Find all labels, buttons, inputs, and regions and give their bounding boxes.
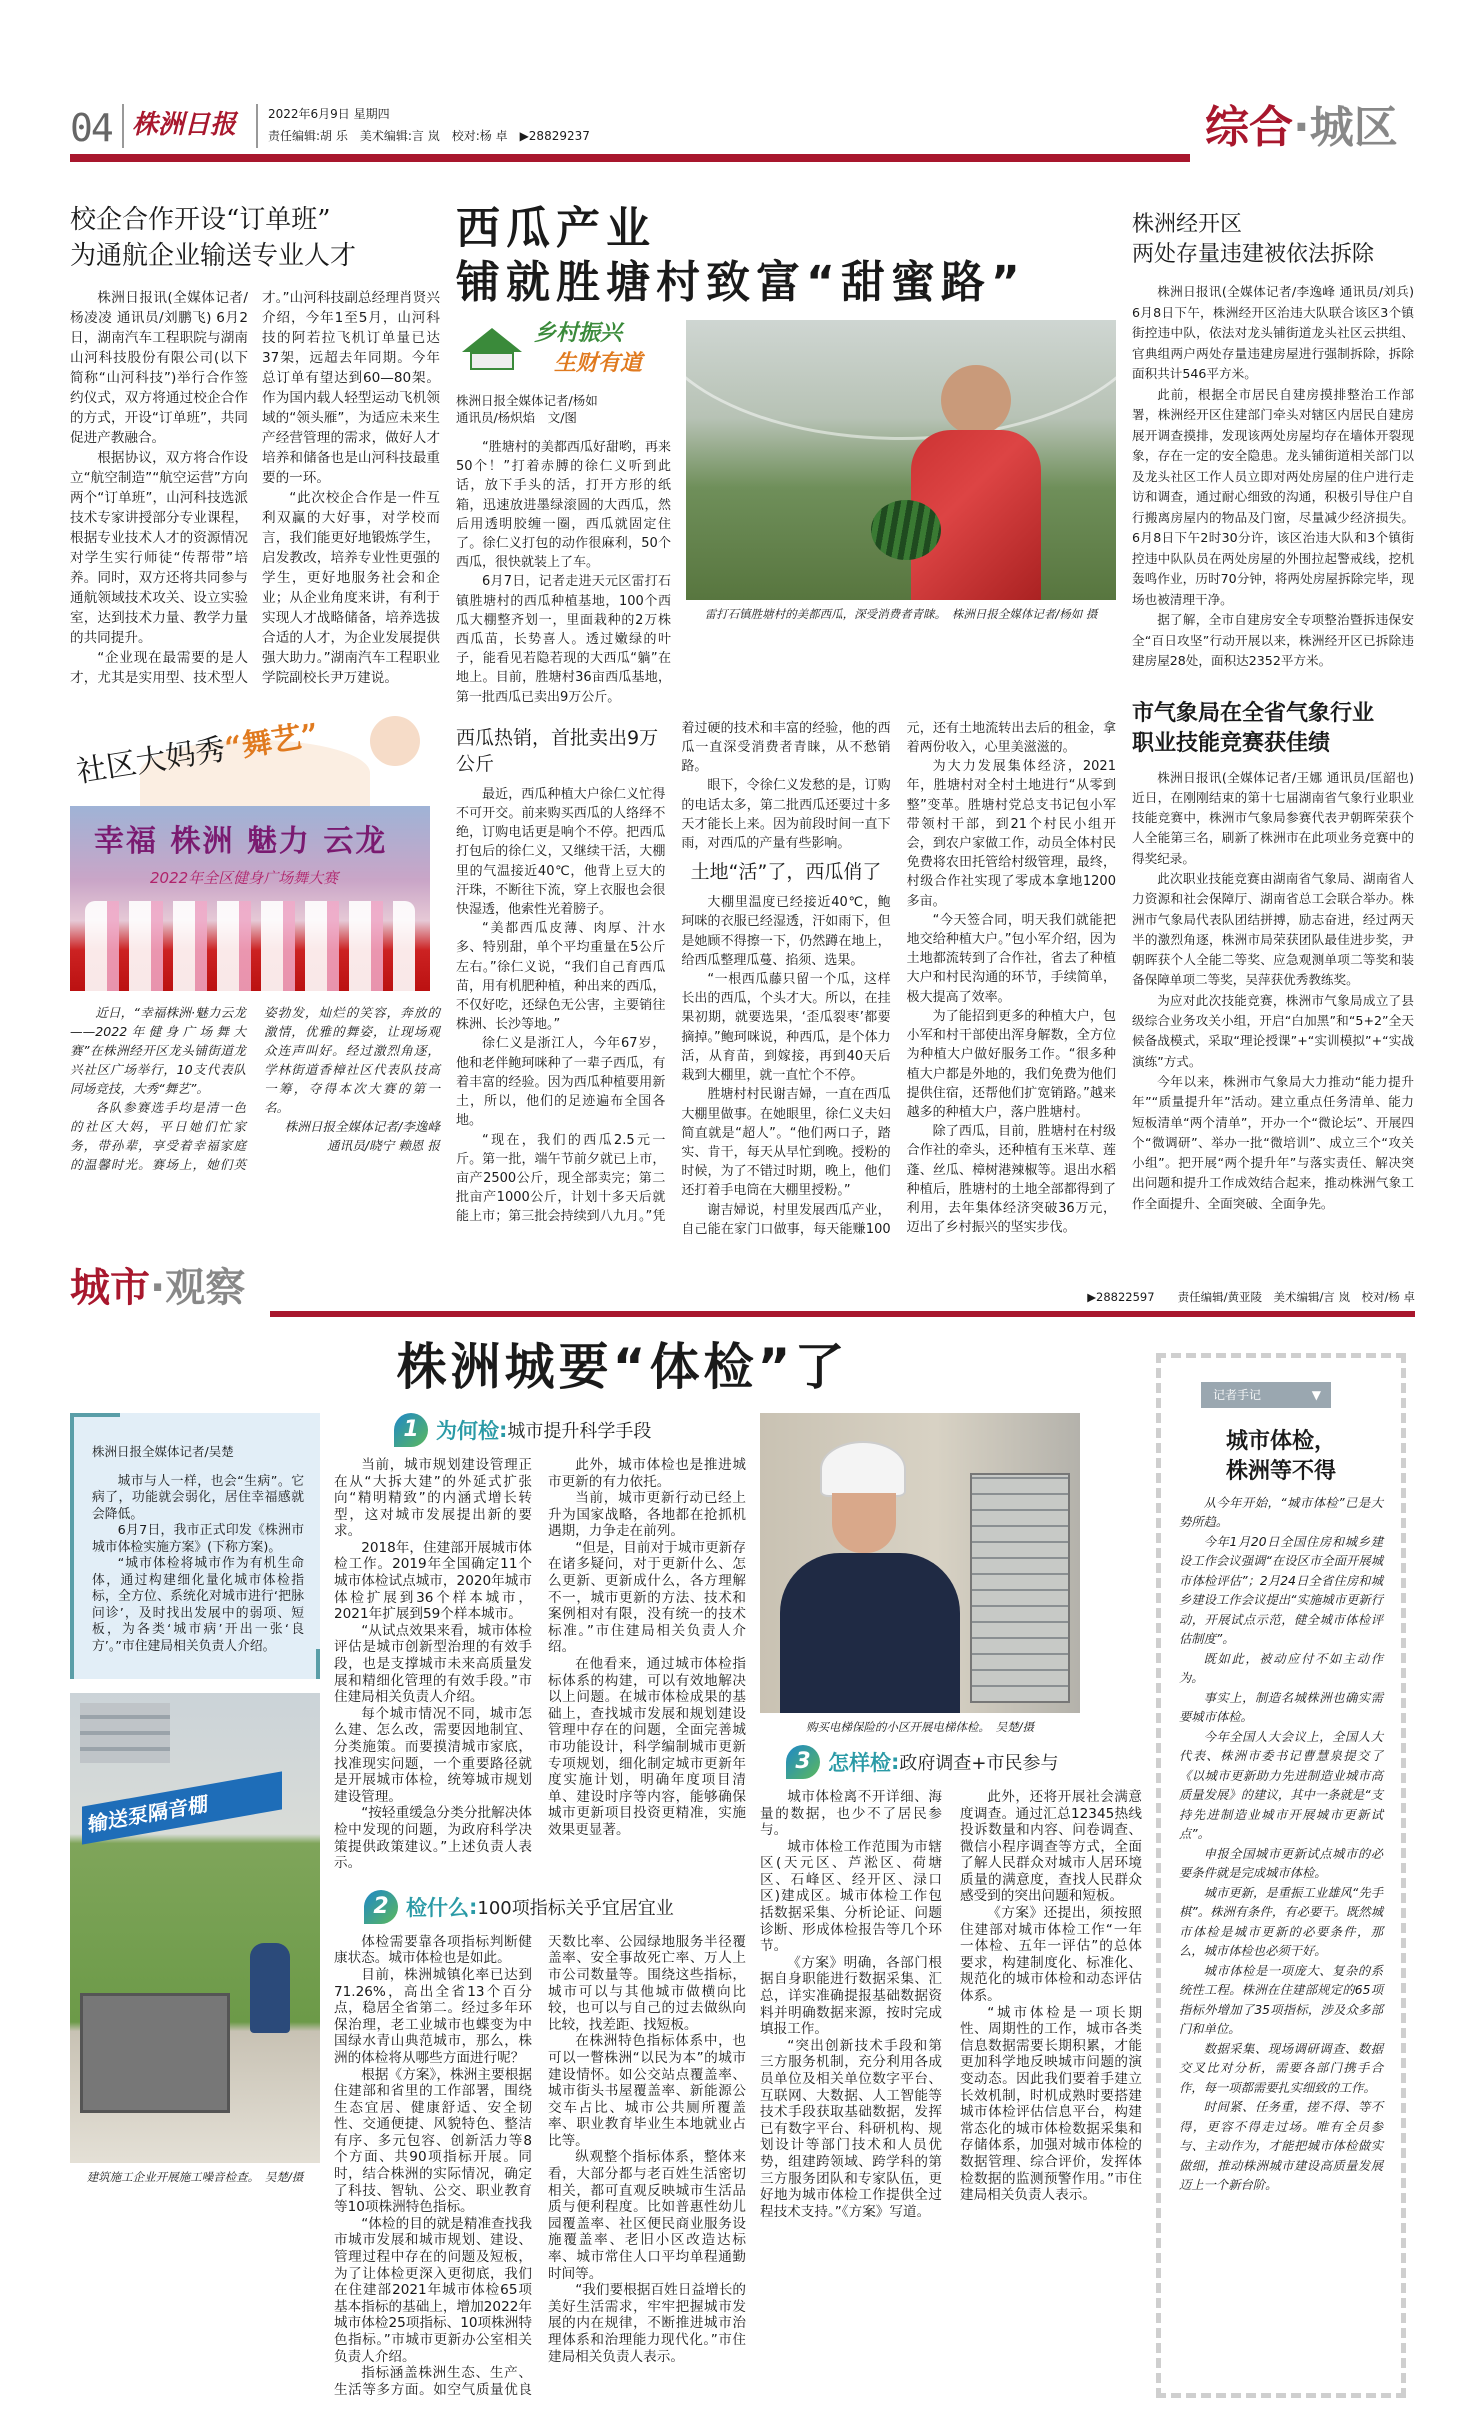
article-school-enterprise: [70, 202, 440, 688]
building: [80, 1703, 170, 1763]
paragraph: 此外，还将开展社会满意度调查。通过汇总12345热线投诉数量和内容、问卷调查、微信小程序调查等方式，全面了解人民群众对城市人居环境质量的满意度，查找人民群众感受到的突出问题和短板。: [960, 1788, 1142, 1905]
section-title-a: 综合: [1205, 102, 1293, 153]
paragraph: 除了西瓜，目前，胜塘村在村级合作社的牵头，还种植有玉米草、莲蓬、丝瓜、樟树港辣椒等。退出水稻种植后，胜塘村的土地全部都得到了利用，去年集体经济突破36万元，迈出了乡村振兴的坚实步伐。: [906, 1124, 1116, 1236]
main-headline: 株洲城要“体检”了: [396, 1337, 849, 1396]
paragraph: 城市体检是一项庞大、复杂的系统性工程。株洲在住建部规定的65项指标外增加了35项指标，涉及众多部门和单位。: [1179, 1963, 1383, 2037]
article-body: [456, 719, 1116, 1239]
paragraph: 眼下，令徐仁义发愁的是，订购的电话太多，第二批西瓜还要过十多天才能长上来。因为前段时间一直下雨，对西瓜的产量有些影响。: [681, 778, 891, 852]
sign-text: 输送泵隔音棚: [82, 1772, 282, 1845]
paragraph: 数据采集、现场调研调查、数据交叉比对分析，需要各部门携手合作，每一项都需要扎实细致的工作。: [1179, 2041, 1383, 2095]
title-accent: “舞艺”: [222, 717, 322, 767]
section-2-heading: [334, 1890, 746, 1924]
heading-colon: :: [469, 1894, 478, 1919]
logo-line: 生财有道: [554, 351, 643, 376]
paragraph: 此外，城市体检也是推进城市更新的有力依托。: [548, 1456, 746, 1490]
paragraph: “企业现在最需要的是人才，尤其是实用型、技术型人才。”山河科技副总经理肖贤兴介绍，今年1至5月，山河科技的阿若拉飞机订单量已达37架，远超去年同期。今年总订单有望达到60—80架。作为国内载人轻型运动飞机领域的“领头雁”，为适应未来生产经营管理的需求，做好人才培养和储备也是山河科技最重要的一环。: [70, 290, 440, 686]
section-title-b: 城区: [1309, 102, 1398, 153]
title-line: 校企合作开设“订单班”: [70, 205, 331, 235]
article-title: [1132, 698, 1414, 758]
intro-box: [70, 1413, 320, 1680]
byline-reporter: 株洲日报全媒体记者/杨如: [456, 393, 598, 408]
article-community-dance: [70, 710, 440, 1174]
paragraph: “体检的目的就是精准查找我市城市发展和城市规划、建设、管理过程中存在的问题及短板，为了让体检更深入更彻底，我们在住建部2021年城市体检65项基本指标的基础上，增加2022年城市体检25项指标、10项株洲特色指标。”市城市更新办公室相关负责人介绍。: [334, 2215, 532, 2365]
paragraph: 株洲日报讯(全媒体记者/王娜 通讯员/匡韶也) 近日，在刚刚结束的第十七届湖南省气象行业职业技能竞赛中，株洲市气象局参赛代表尹朝晖荣获个人全能第三名，刷新了株洲市在此项业务竞赛中的得奖纪录。: [1132, 769, 1414, 866]
paragraph: 谢吉婦说，村里发展西瓜产业，自己能在家门口做事，每天能赚100元，还有土地流转出去后的租金，拿着两份收入，心里美滋滋的。: [681, 720, 1116, 1237]
paragraph: 为应对此次技能竞赛，株洲市气象局成立了县级综合业务攻关小组，开启“白加黑”和“5+2”全天候备战模式，采取“理论授课”+“实训模拟”+“实战演练”方式。: [1132, 992, 1414, 1069]
paragraph: 今年1月20日全国住房和城乡建设工作会议强调“在设区市全面开展城市体检评估”；2月24日全省住房和城乡建设工作会议提出“实施城市更新行动，开展试点示范，健全城市体检评估制度”。: [1179, 1534, 1383, 1647]
article-body: [1132, 282, 1414, 672]
city-section-header: [70, 1259, 1415, 1325]
number-badge: 1: [394, 1413, 428, 1447]
article-demolition: [1132, 210, 1414, 672]
byline: 株洲日报全媒体记者/李逸峰: [284, 1119, 440, 1134]
house-icon: [470, 352, 514, 370]
note-label: [1201, 1382, 1331, 1408]
photo-caption: 购买电梯保险的小区开展电梯体检。 吴楚/摄: [805, 1719, 1035, 1734]
heading-colon: :: [499, 1417, 508, 1442]
hard-hat: [820, 1441, 906, 1497]
paragraph: 《方案》还提出，须按照住建部对城市体检工作“一年一体检、五年一评估”的总体要求，构建制度化、标准化、规范化的城市体检和动态评估体系。: [960, 1905, 1142, 2005]
paragraph: 根据《方案》，株洲主要根据住建部和省里的工作部署，围绕生态宜居、健康舒适、安全韧性、交通便捷、风貌特色、整洁有序、多元包容、创新活力等8个方面、共90项指标开展。同时，结合株洲的实际情况，确定了科技、智轨、公交、职业教育等10项株洲特色指标。: [334, 2066, 532, 2216]
paragraph: “我们要根据百姓日益增长的美好生活需求，牢牢把握城市发展的内在规律，不断推进城市治理体系和治理能力现代化。”市住建局相关负责人表示。: [548, 2282, 746, 2365]
title-line: 两处存量违建被依法拆除: [1132, 242, 1375, 267]
paragraph: “美都西瓜皮薄、肉厚、汁水多、特别甜，单个平均重量在5公斤左右。”徐仁义说，“我们自己育西瓜苗，用有机肥种植，种出来的西瓜，不仅好吃，还绿色无公害，主要销往株洲、长沙等地。”: [456, 921, 666, 1033]
paragraph: 时间紧、任务重，搓不得、等不得，更容不得走过场。唯有全员参与、主动作为，才能把城市体检做实做细，推动株洲城市建设高质量发展迈上一个新台阶。: [1179, 2100, 1383, 2193]
section-title: [70, 1263, 245, 1313]
section-heading: 为何检: [436, 1418, 499, 1443]
paragraph: “突出创新技术手段和第三方服务机制，充分利用各成员单位及相关单位数字平台、互联网、大数据、人工智能等技术手段获取基础数据，发挥已有数字平台、科研机构、规划设计等部门技术和人员优势，组建跨领域、跨学科的第三方服务团队和专家队伍，更好地为城市体检工作提供全过程技术支持。”《方案》写道。: [760, 2037, 942, 2220]
section-3-column: [760, 1413, 1142, 2398]
lead-column: [456, 320, 671, 707]
paragraph: 从今年开始，“城市体检”已是大势所趋。: [1179, 1495, 1383, 1530]
paragraph: 事实上，制造名城株洲也确实需要城市体检。: [1179, 1690, 1383, 1725]
corner-mark: [70, 1413, 120, 1417]
title-line: 城市体检，: [1225, 1427, 1336, 1454]
subheading: 西瓜热销，首批卖出9万公斤: [456, 726, 659, 775]
paragraph: 既如此，被动应付不如主动作为。: [1179, 1651, 1383, 1686]
section-title-b: 观察: [165, 1264, 246, 1311]
paragraph: “从试点效果来看，城市体检评估是城市创新型治理的有效手段，也是支撑城市未来高质量发展和精细化管理的有效手段。”市住建局相关负责人介绍。: [334, 1622, 532, 1706]
article-weather-bureau: [1132, 698, 1414, 1215]
dance-photo: [70, 806, 430, 991]
section-dot: ·: [1293, 102, 1310, 153]
paragraph: “城市体检是一项长期性、周期性的工作，城市各类信息数据需要长期积累，才能更加科学地反映城市问题的演变动态。因此我们要着手建立长效机制，时机成熟时要搭建城市体检评估信息平台，构建常态化的城市体检数据采集和存储体系，加强对城市体检的数据管理、综合评价，发挥体检数据的监测预警作用。”市住建局相关负责人表示。: [960, 2004, 1142, 2204]
corner-mark: [316, 1649, 320, 1679]
paragraph: 胜塘村村民谢吉婦，一直在西瓜大棚里做事。在她眼里，徐仁义夫妇简直就是“超人”。“他们两口子，踏实、肯干，每天从早忙到晚。授粉的时候，为了不错过时期，晚上，他们还打着手电筒在大棚里授粉。”: [681, 1087, 891, 1199]
paragraph: 城市与人一样，也会“生病”。它病了，功能就会弱化，居住幸福感就会降低。: [92, 1473, 304, 1522]
paragraph: “一根西瓜藤只留一个瓜，这样长出的西瓜，个头才大。所以，在挂果初期，就要选果，‘歪瓜裂枣’都要摘掉。”鲍珂咪说，种西瓜，是个体力活，从育苗，到嫁接，再到40天后栽到大棚里，就一直忙个不停。: [681, 972, 891, 1084]
paragraph: 城市更新，是重振工业雄风“先手棋”。株洲有条件，有必要干。既然城市体检是城市更新的必要条件，那么，城市体检也必须干好。: [1179, 1885, 1383, 1959]
paragraph: 为了能招到更多的种植大户，包小军和村干部使出浑身解数，全方位为种植大户做好服务工作。“很多种植大户都是外地的，我们免费为他们提供住宿，还帮他们扩宽销路。”越来越多的种植大户，落户胜塘村。: [906, 1008, 1116, 1120]
logo-line: 乡村振兴: [534, 321, 623, 346]
left-column: [70, 202, 440, 1239]
farmer-figure: [941, 365, 1011, 435]
article-title: [456, 202, 1116, 310]
house-icon: [462, 328, 522, 352]
city-checkup-section: [70, 1387, 1415, 2398]
photo-column: [686, 320, 1116, 707]
paragraph: 近日，“幸福株洲·魅力云龙——2022年健身广场舞大赛”在株洲经开区龙头铺街道龙兴社区广场举行，10支代表队同场竞技，大秀“舞艺”。: [70, 1005, 246, 1096]
section-1-heading: [334, 1413, 746, 1447]
elevator-check-photo: [760, 1413, 1080, 1713]
paragraph: 申报全国城市更新试点城市的必要条件就是完成城市体检。: [1179, 1846, 1383, 1881]
heading-colon: :: [891, 1749, 900, 1774]
paragraph: 大棚里温度已经接近40℃，鲍珂咪的衣服已经湿透，汗如雨下，但是她顾不得擦一下，仍然蹲在地上，给西瓜整理瓜蔓、掐须、选果。: [681, 895, 891, 968]
divider: [122, 104, 124, 148]
triangle-down-icon: ▼: [1311, 1387, 1321, 1402]
reporter-note-box: [1156, 1353, 1406, 2398]
paragraph: “此次校企合作是一件互利双赢的大好事，对学校而言，我们能更好地锻炼学生，启发教改，培养专业性更强的学生，更好地服务社会和企业；从企业角度来讲，有利于实现人才战略储备，培养选拔合适的人才，为企业发展提供强大助力。”湖南汽车工程职业学院副校长尹万建说。: [262, 490, 440, 686]
newspaper-page: [0, 100, 1475, 2428]
left-column: [70, 1413, 320, 2398]
header-rule: [270, 1311, 1415, 1317]
title-area: [70, 710, 440, 806]
article-title: [1132, 210, 1414, 270]
paragraph: 据了解，全市自建房安全专项整治暨拆违保安全“百日攻坚”行动开展以来，株洲经开区已拆除违建房屋28处，面积达2352平方米。: [1132, 612, 1414, 668]
title-line: 西瓜产业: [456, 203, 656, 254]
article-body: [1132, 768, 1414, 1215]
banner-title: 幸福 株洲 魅力 云龙: [94, 824, 388, 859]
paragraph: 每个城市情况不同，城市怎么建、怎么改，需要因地制宜、分类施策。而要摸清城市家底，找准现实问题，一个重要路径就是开展城市体检，统筹城市规划建设管理。: [334, 1705, 532, 1805]
paragraph: 当前，城市更新行动已经上升为国家战略，各地都在抢抓机遇期，力争走在前列。: [548, 1490, 746, 1540]
article-body: [70, 288, 440, 688]
dancers: [85, 901, 415, 991]
paragraph: 今年全国人大会议上，全国人大代表、株洲市委书记曹慧泉提交了《以城市更新助力先进制造业城市高质量发展》的建议，其中一条就是“支持先进制造业城市开展城市更新试点”。: [1179, 1729, 1383, 1842]
section-title-a: 城市: [70, 1264, 150, 1311]
paper-logo: 株洲日报: [132, 110, 237, 140]
section-dot: ·: [150, 1264, 166, 1311]
title-line: 株洲等不得: [1225, 1457, 1336, 1484]
masthead: [70, 100, 1415, 192]
paragraph: “但是，目前对于城市更新存在诸多疑问，对于更新什么、怎么更新、更新成什么，各方理解不一，城市更新的方法、技术和案例相对有限，没有统一的技术标准。”市住建局相关负责人介绍。: [548, 1539, 746, 1656]
editor-credits: 责任编辑:胡 乐 美术编辑:言 岚 校对:杨 卓 ▶28829237: [268, 129, 590, 143]
paragraph: 纵观整个指标体系，整体来看，大部分都与老百姓生活密切相关，都可直观反映城市生活品质与便利程度。比如普惠性幼儿园覆盖率、社区便民商业服务设施覆盖率、老旧小区改造达标率、城市常住人口平均单程通勤时间等。: [548, 2149, 746, 2282]
paragraph: 今年以来，株洲市气象局大力推动“能力提升年”“质量提升年”活动。建立重点任务清单、能力短板清单“两个清单”，开办一个“微论坛”、开展四个“微调研”、举办一批“微培训”、成立三个“攻关小组”。把开展“两个提升年”与落实责任、解决突出问题和提升工作成效结合起来，推动株洲气象工作全面提升、全面突破、全面争先。: [1132, 1073, 1414, 1211]
paragraph: 为大力发展集体经济，2021年，胜塘村对全村土地进行“从零到整”变革。胜塘村党总支书记包小军带领村干部，到21个村民小组开会，到农户家做工作，动员全体村民免费将农田托管给村级管理，最终，村级合作社实现了零成本拿地1200多亩。: [906, 759, 1116, 909]
paragraph: 指标涵盖株洲生态、生产、生活等多方面。如空气质量优良天数比率、公园绿地服务半径覆盖率、安全事故死亡率、万人上市公司数量等。围绕这些指标，城市可以与其他城市做横向比较，也可以与自己的过去做纵向比较，找差距、找短板。: [334, 1933, 746, 2398]
control-cabinet: [970, 1473, 1070, 1703]
section-subtitle: 政府调查+市民参与: [899, 1752, 1059, 1774]
noise-check-photo: [70, 1693, 320, 2163]
paragraph: “按轻重缓急分类分批解决体检中发现的问题，为政府科学决策提供政策建议。”上述负责人表示。: [334, 1805, 532, 1872]
watermelon-photo: [686, 320, 1116, 600]
paragraph: 此前，根据全市居民自建房摸排整治工作部署，株洲经开区住建部门牵头对辖区内居民自建房展开调查摸排，发现该两处房屋均存在墙体开裂现象，存在一定的安全隐患。龙头铺街道相关部门以及龙头社区工作人员立即对两处房屋的住户进行走访和调查，通过耐心细致的沟通，积极引导住户自行搬离房屋内的物品及门窗，尽量减少经济损失。6月8日下午2时30分许，该区治违大队和3个镇街控违中队队员在两处房屋的外围拉起警戒线，挖机轰鸣作业，历时70分钟，将两处房屋拆除完毕，现场也被清理干净。: [1132, 386, 1414, 607]
title-line: 为通航企业输送专业人才: [70, 241, 357, 271]
paragraph: 目前，株洲城镇化率已达到71.26%，高出全省13个百分点，稳居全省第二。经过多年环保治理，老工业城市也蝶变为中国绿水青山典范城市，那么，株洲的体检将从哪些方面进行呢？: [334, 1966, 532, 2066]
paragraph: 各队参赛选手均是清一色的社区大妈，平日她们忙家务，带孙辈，享受着幸福家庭的温馨时光。赛场上，她们英姿勃发，灿烂的笑容，奔放的激情，优雅的舞姿，让现场观众连声叫好。经过激烈角逐，学林街道香樟社区代表队技高一筹，夺得本次大赛的第一名。: [70, 1005, 440, 1172]
paragraph: 根据协议，双方将合作设立“航空制造”“航空运营”方向两个“订单班”，山河科技选派技术专家讲授部分专业课程，根据专业技术人才的资源情况对学生实行师徒“传帮带”培养。同时，双方还将共同参与通航领域技术攻关、设立实验室，达到技术力量、教学力量的共同提升。: [70, 450, 248, 646]
page-number: 04: [70, 106, 112, 150]
section-subtitle: 100项指标关乎宜居宜业: [477, 1897, 674, 1919]
section-heading: 怎样检: [828, 1750, 891, 1775]
section-3-body: [760, 1789, 1142, 2220]
title-main: 社区大妈秀: [74, 731, 228, 791]
sections-1-2: [334, 1413, 746, 2398]
paragraph: “城市体检将城市作为有机生命体，通过构建细化量化城市体检指标，全方位、系统化对城市进行‘把脉问诊’，及时找出发展中的弱项、短板，为各类‘城市病’开出一张‘良方’。”市住建局相关负责人介绍。: [92, 1556, 304, 1654]
right-column: [1132, 202, 1414, 1239]
byline-correspondent: 通讯员/杨炽焰 文/图: [456, 410, 577, 425]
title-line: 株洲经开区: [1132, 212, 1243, 237]
number-badge: 3: [786, 1745, 820, 1779]
banner-subtitle: 2022年全区健身广场舞大赛: [150, 869, 339, 887]
note-title: [1179, 1426, 1383, 1486]
paragraph: 城市体检离不开详细、海量的数据，也少不了居民参与。: [760, 1788, 942, 1839]
divider: [256, 104, 258, 148]
section-title: [1205, 100, 1398, 156]
paragraph: 6月7日，我市正式印发《株洲市城市体检实施方案》(下称方案)。: [92, 1523, 304, 1555]
photo-caption: 雷打石镇胜塘村的美都西瓜，深受消费者青睐。 株洲日报全媒体记者/杨如 摄: [704, 607, 1098, 621]
worker-face: [832, 1493, 896, 1553]
paragraph: 徐仁义是浙江人，今年67岁，他和老伴鲍珂咪种了一辈子西瓜，有着丰富的经验。因为西瓜种植要用新土，所以，他们的足迹遍布全国各地。: [456, 1036, 666, 1129]
title-line: 铺就胜塘村致富“甜蜜路”: [456, 257, 1026, 308]
paragraph: 株洲日报讯(全媒体记者/杨凌凌 通讯员/刘鹏飞) 6月2日，湖南汽车工程职院与湖南山河科技股份有限公司(以下简称“山河科技”)举行合作签约仪式，双方将通过校企合作的方式，开设“订单班”，共同促进产教融合。: [70, 290, 248, 446]
subheading: 土地“活”了，西瓜俏了: [690, 861, 882, 884]
top-section: [70, 202, 1415, 1239]
note-label-text: 记者手记: [1213, 1387, 1262, 1402]
section-subtitle: 城市提升科学手段: [507, 1420, 652, 1442]
section-1-body: [334, 1457, 746, 1872]
greenhouse-arch: [686, 320, 1116, 440]
paragraph: 最近，西瓜种植大户徐仁义忙得不可开交。前来购买西瓜的人络绎不绝，订购电话更是响个不停。把西瓜打包后的徐仁义，又继续干活，大棚里的气温接近40℃，他背上豆大的汗珠，不断往下流，穿上衣服也会很快湿透，他索性光着膀子。: [456, 786, 666, 918]
header-rule: [70, 154, 1190, 162]
note-body: [1179, 1494, 1383, 2196]
article-title: [70, 202, 440, 274]
paragraph: 体检需要靠各项指标判断健康状态。城市体检也是如此。: [334, 1933, 532, 1967]
issue-date: 2022年6月9日 星期四: [268, 107, 390, 121]
worker-figure: [250, 1943, 290, 2033]
paragraph: 2018年，住建部开展城市体检工作。2019年全国确定11个城市体检试点城市，2020年城市体检扩展到36个样本城市，2021年扩展到59个样本城市。: [334, 1539, 532, 1623]
watermelon: [871, 500, 941, 560]
section-3-heading: [760, 1745, 1142, 1779]
lead-paragraphs: [456, 438, 671, 707]
lead-row: [456, 320, 1116, 707]
title-line: 市气象局在全省气象行业: [1132, 699, 1375, 726]
byline: [456, 392, 671, 426]
section-2-body: [334, 1934, 746, 2399]
byline: 通讯员/晓宁 赖恩 报: [327, 1138, 440, 1153]
title-line: 职业技能竞赛获佳绩: [1132, 729, 1331, 756]
paragraph: 株洲日报讯(全媒体记者/李逸峰 通讯员/刘兵) 6月8日下午，株洲经开区治违大队联合该区3个镇街控违中队，依法对龙头铺街道龙头社区云拱组、官典组两户两处存量违建房屋进行强制拆除，拆除面积共计546平方米。: [1132, 284, 1414, 381]
rural-revitalization-logo: [456, 320, 671, 382]
article-watermelon: [456, 202, 1116, 1239]
paragraph: 《方案》明确，各部门根据自身职能进行数据采集、汇总，详实准确提报基础数据资料并明确数据来源，按时完成填报工作。: [760, 1954, 942, 2038]
editor-credits: ▶28822597 责任编辑/黄亚陵 美术编辑/言 岚 校对/杨 卓: [1087, 1289, 1415, 1304]
paragraph: “今天签合同，明天我们就能把地交给种植大户。”包小军介绍，因为土地都流转到了合作社，省去了种植大户和村民沟通的环节，手续简单，极大提高了效率。: [906, 912, 1116, 1005]
photo-caption: 建筑施工企业开展施工噪音检查。 吴楚/摄: [86, 2170, 304, 2185]
paragraph: 在株洲特色指标体系中，也可以一瞥株洲“以民为本”的城市建设情怀。如公交站点覆盖率、城市街头书屋覆盖率、新能源公交车占比、城市公共厕所覆盖率、职业教育毕业生本地就业占比等。: [548, 2033, 746, 2149]
paragraph: 此次职业技能竞赛由湖南省气象局、湖南省人力资源和社会保障厅、湖南省总工会联合举办。株洲市气象局代表队团结拼搏，励志奋进，经过两天半的激烈角逐，株洲市局荣获团队最佳进步奖，尹朝晖获个人全能二等奖、应急观测单项二等奖和装备保障单项二等奖，吴萍获优秀教练奖。: [1132, 870, 1414, 988]
paragraph: “现在，我们的西瓜2.5元一斤。第一批，端午节前夕就已上市，亩产2500公斤，现全部卖完；第二批亩产1000公斤，计划十多天后就能上市；第三批会持续到八九月。”凭着过硬的技术和丰富的经验，他的西瓜一直深受消费者青睐，从不愁销路。: [456, 720, 891, 1225]
machine: [80, 1993, 230, 2113]
worker-body: [780, 1553, 960, 1713]
decor-circle: [370, 716, 420, 766]
paragraph: 城市体检工作范围为市辖区(天元区、芦淞区、荷塘区、石峰区、经开区、渌口区)建成区。城市体检工作包括数据采集、分析论证、问题诊断、形成体检报告等几个环节。: [760, 1838, 942, 1955]
number-badge: 2: [364, 1890, 398, 1924]
byline: 株洲日报全媒体记者/吴楚: [92, 1443, 234, 1459]
paragraph: “胜塘村的美都西瓜好甜哟，再来50个！”打着赤膊的徐仁义听到此话，放下手头的活，打开方形的纸箱，迅速放进墨绿滚圆的大西瓜，然后用透明胶缠一圈，西瓜就固定住了。徐仁义打包的动作很麻利，50个西瓜，很快就装上了车。: [456, 440, 671, 571]
intro-body: [92, 1474, 304, 1656]
paragraph: 当前，城市规划建设管理正在从“大拆大建”的外延式扩张向“精明精致”的内涵式增长转型，这对城市发展提出新的要求。: [334, 1456, 532, 1540]
paragraph: 在他看来，通过城市体检指标体系的构建，可以有效地解决以上问题。在城市体检成果的基础上，查找城市发展和规划建设管理中存在的问题，全面完善城市功能设计，科学编制城市更新专项规划，细化制定城市更新年度实施计划，明确年度项目清单、建设时序等内容，能够确保城市更新项目投资更精准，实施效果更显著。: [548, 1656, 746, 1838]
paragraph: 6月7日，记者走进天元区雷打石镇胜塘村的西瓜种植基地，100个西瓜大棚整齐划一，里面栽种的2万株西瓜苗，长势喜人。透过嫩绿的叶子，能看见若隐若现的大西瓜“躺”在地上。目前，胜塘村36亩西瓜基地，第一批西瓜已卖出9万公斤。: [456, 574, 671, 705]
article-body: [70, 1003, 440, 1174]
section-heading: 检什么: [406, 1895, 469, 1920]
